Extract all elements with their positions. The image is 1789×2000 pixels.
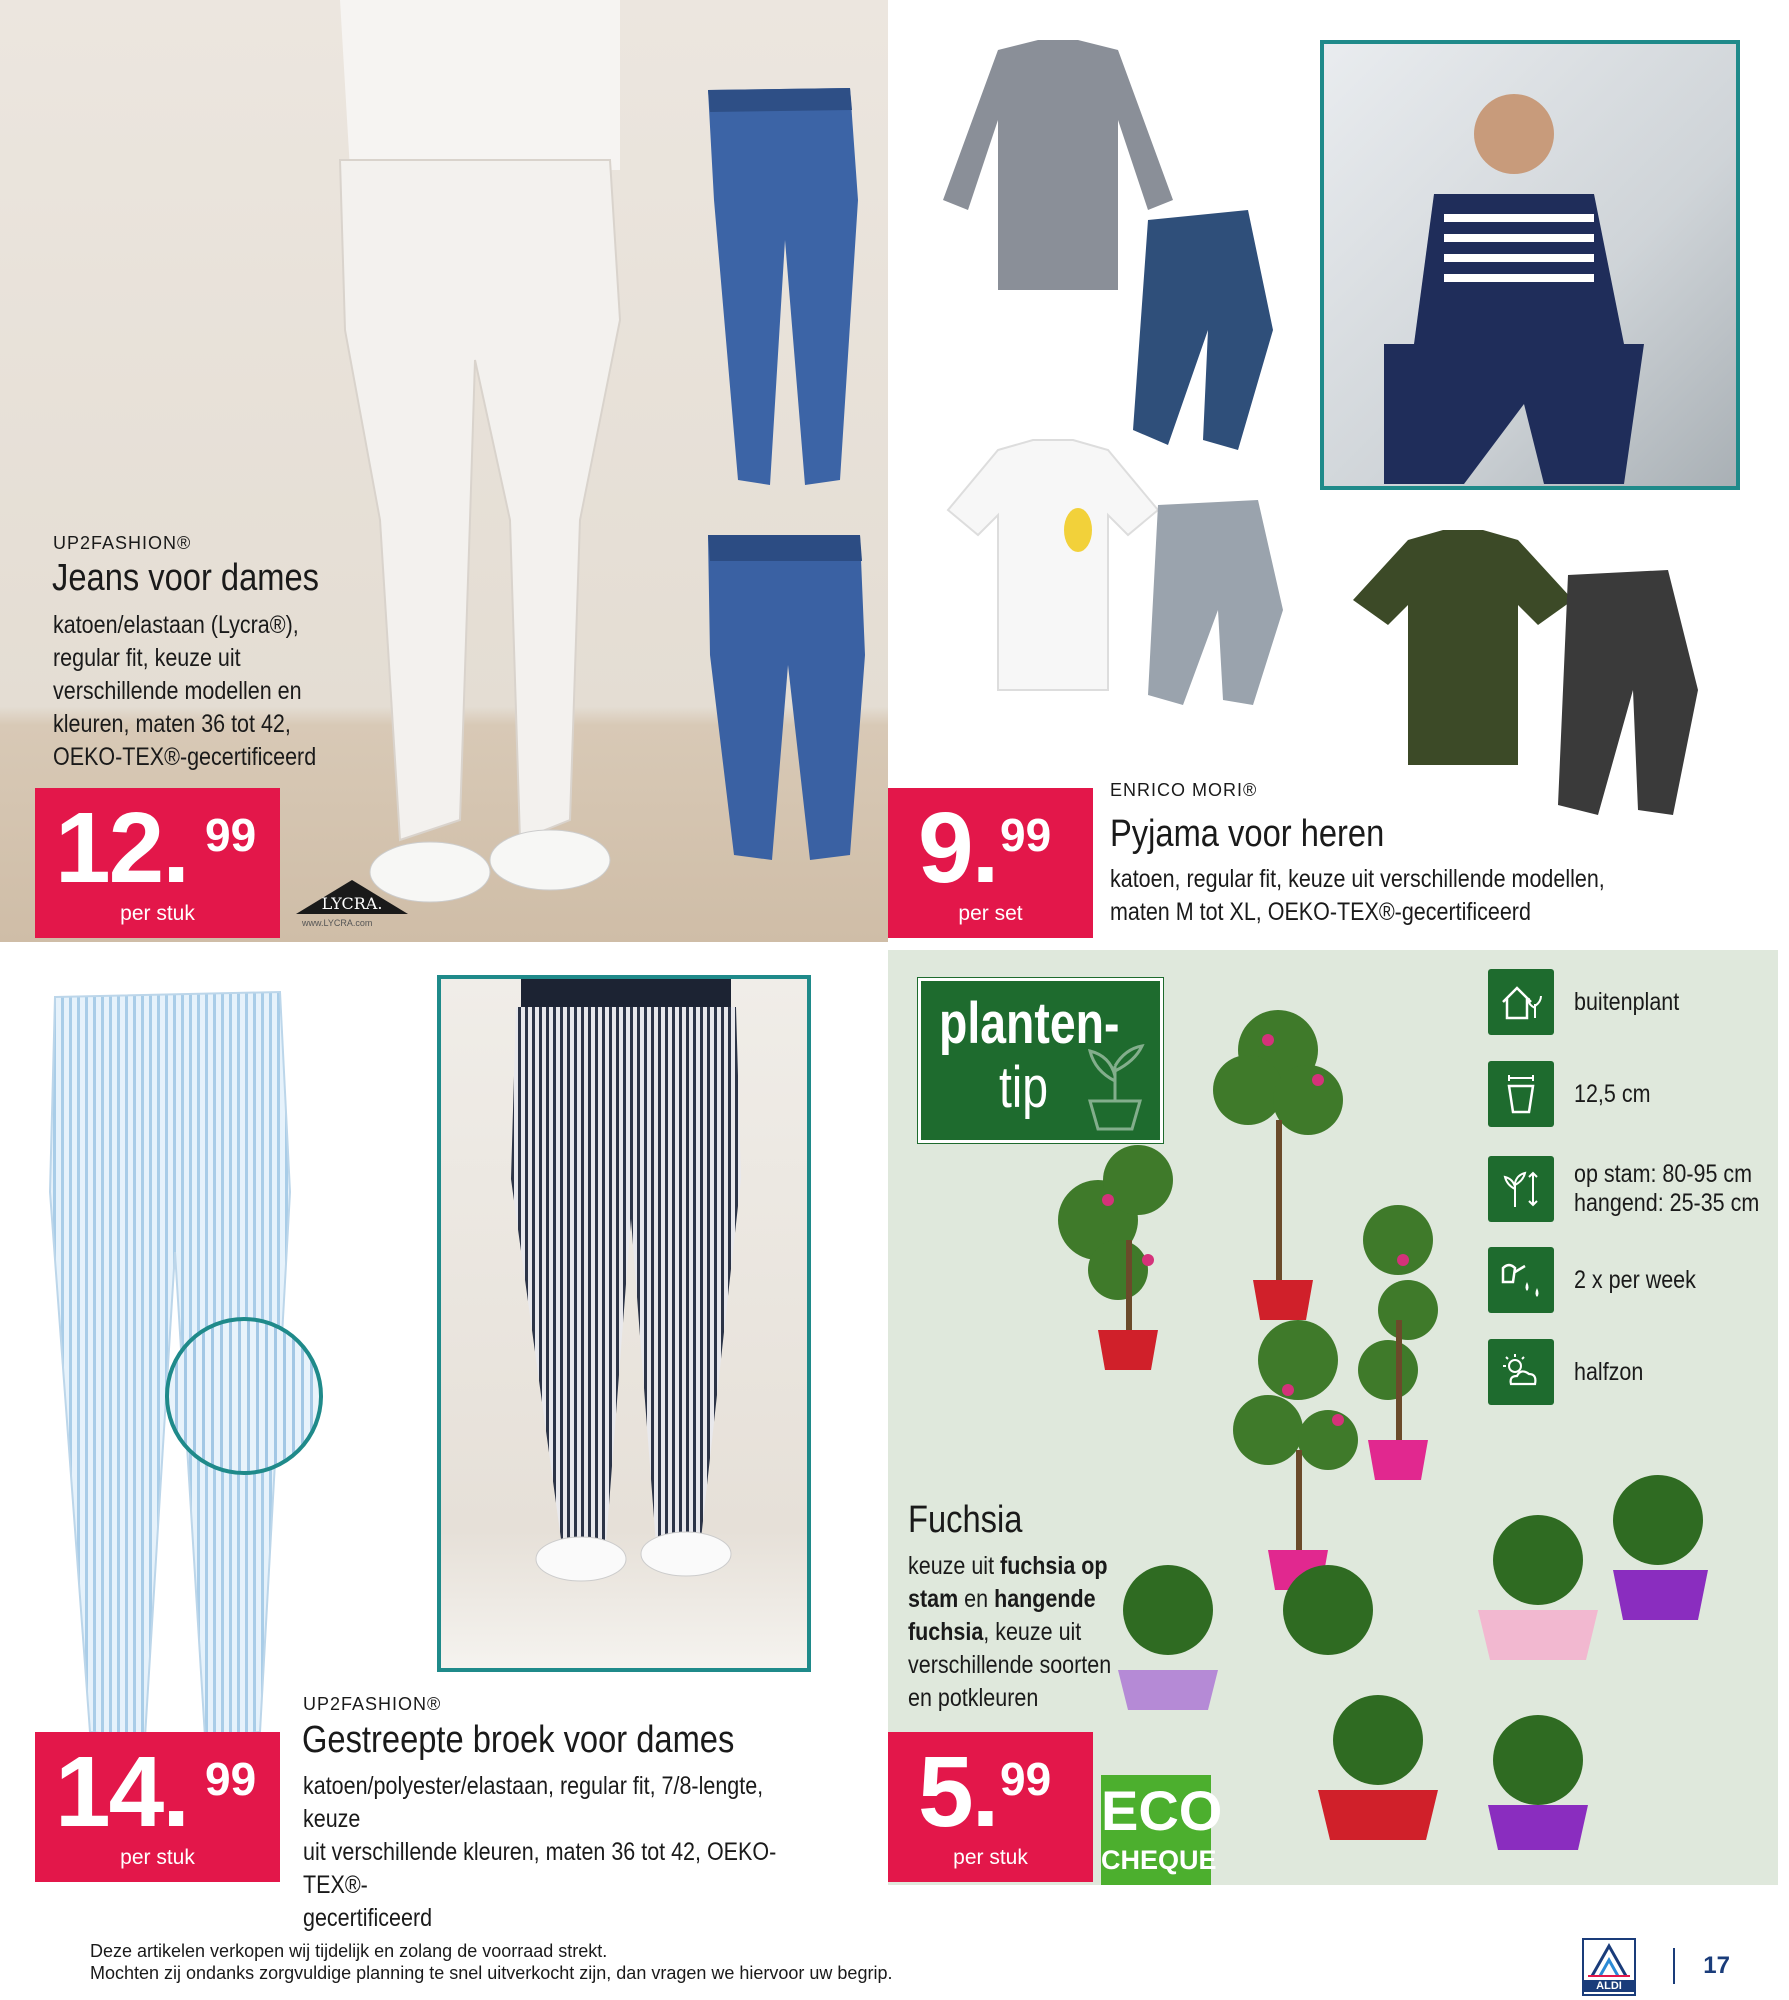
fuchsia-description: keuze uit fuchsia op stam en hangende fuchsia, keuze uit verschillende soorten en potkleuren [908, 1552, 1112, 1712]
jeans-title: Jeans voor dames [52, 557, 320, 599]
pyjama-price-decimals: 99 [1000, 809, 1052, 861]
pyjama-title: Pyjama voor heren [1110, 813, 1385, 855]
striped-price-unit: per stuk [120, 1846, 195, 1869]
fuchsia-price-tag [888, 1732, 1093, 1882]
striped-model-photo [437, 975, 811, 1672]
jeans-blue-product [700, 80, 870, 500]
striped-price-whole: 14. [55, 1736, 189, 1848]
pyjama-brand: ENRICO MORI® [1110, 780, 1258, 800]
lycra-url: www.LYCRA.com [302, 918, 373, 928]
jeans-description: katoen/elastaan (Lycra®), regular fit, keuze uit verschillende modellen en kleuren, maten 36 tot 42, OEKO-TEX®-gecertificeerd [53, 611, 317, 771]
badge-line-2: tip [999, 1055, 1049, 1120]
striped-description: katoen/polyester/elastaan, regular fit, 7/8-lengte, keuze uit verschillende kleuren, maten 36 tot 42, OEKO-TEX®- gecertificeerd [303, 1772, 777, 1932]
tip-outdoor [1488, 950, 1696, 1020]
sun-cloud-icon [1488, 1339, 1554, 1405]
pyjama-price-whole: 9. [918, 792, 998, 904]
fuchsia-price-whole: 5. [918, 1736, 998, 1848]
lycra-logo-text: LYCRA. [321, 894, 383, 913]
striped-title: Gestreepte broek voor dames [302, 1719, 735, 1761]
grey-banana-pants-product [1138, 500, 1288, 710]
fuchsia-price-unit: per stuk [953, 1846, 1028, 1869]
fabric-detail-circle [165, 1317, 323, 1475]
badge-line-1: planten- [939, 991, 1120, 1056]
striped-pants-product [1128, 210, 1278, 460]
tip-height-texts [1574, 1160, 1789, 1218]
eco-badge-line-2: CHEQUE [1101, 1845, 1217, 1875]
tip-pot-size-text: 12,5 cm [1574, 1079, 1651, 1108]
tip-height-stem: op stam: 80-95 cm [1574, 1160, 1753, 1188]
tip-height [1488, 1136, 1789, 1217]
jeans-brand: UP2FASHION® [53, 533, 192, 553]
striped-price-tag [35, 1732, 280, 1882]
tip-outdoor-text: buitenplant [1574, 987, 1680, 1016]
footer-disclaimer: Deze artikelen verkopen wij tijdelijk en zolang de voorraad strekt. Mochten zij ondanks zorgvuldige planning te snel uitverkocht zijn, dan vragen we hiervoor uw begrip. [90, 1941, 893, 1983]
tip-sun-text: halfzon [1574, 1357, 1644, 1386]
tip-watering-text: 2 x per week [1574, 1265, 1696, 1294]
fuchsia-title: Fuchsia [908, 1499, 1023, 1541]
pyjama-price-tag [888, 788, 1093, 938]
jeans-price-tag [35, 788, 280, 938]
jeans-price-unit: per stuk [120, 902, 195, 925]
white-tshirt-product [943, 440, 1163, 700]
plant-height-icon [1488, 1156, 1554, 1222]
jeans-price-whole: 12. [55, 792, 189, 904]
tip-sun [1488, 1320, 1655, 1390]
tip-height-hanging: hangend: 25-35 cm [1574, 1189, 1760, 1217]
jeans-panel [0, 0, 888, 942]
fuchsia-price-decimals: 99 [1000, 1753, 1052, 1805]
page-number: 17 [1703, 1952, 1730, 1979]
pyjama-model-photo [1320, 40, 1740, 490]
fuchsia-plants-photo [1058, 987, 1778, 1880]
eco-badge-line-1: ECO [1101, 1779, 1223, 1842]
jeans-model-photo [320, 0, 700, 942]
house-plant-icon [1488, 969, 1554, 1035]
tip-watering [1488, 1228, 1716, 1298]
watering-can-icon [1488, 1247, 1554, 1313]
capri-blue-product [700, 535, 870, 865]
striped-trousers-panel [0, 942, 888, 1932]
fuchsia-panel [888, 950, 1778, 1885]
pyjama-panel [888, 0, 1778, 942]
jeans-price-decimals: 99 [205, 809, 257, 861]
eco-cheque-badge [1101, 1775, 1223, 1885]
tip-pot-size [1488, 1042, 1663, 1112]
pot-size-icon [1488, 1061, 1554, 1127]
striped-price-decimals: 99 [205, 1753, 257, 1805]
dark-joggers-product [1538, 570, 1708, 820]
pyjama-price-unit: per set [958, 902, 1023, 925]
aldi-logo-text: ALDI [1584, 1980, 1634, 1992]
pyjama-description: katoen, regular fit, keuze uit verschillende modellen, maten M tot XL, OEKO-TEX®-gecertificeerd [1110, 865, 1605, 926]
striped-brand: UP2FASHION® [303, 1694, 442, 1714]
aldi-logo [1582, 1938, 1636, 1996]
footer-divider [1673, 1948, 1675, 1984]
lycra-logo [292, 878, 412, 928]
